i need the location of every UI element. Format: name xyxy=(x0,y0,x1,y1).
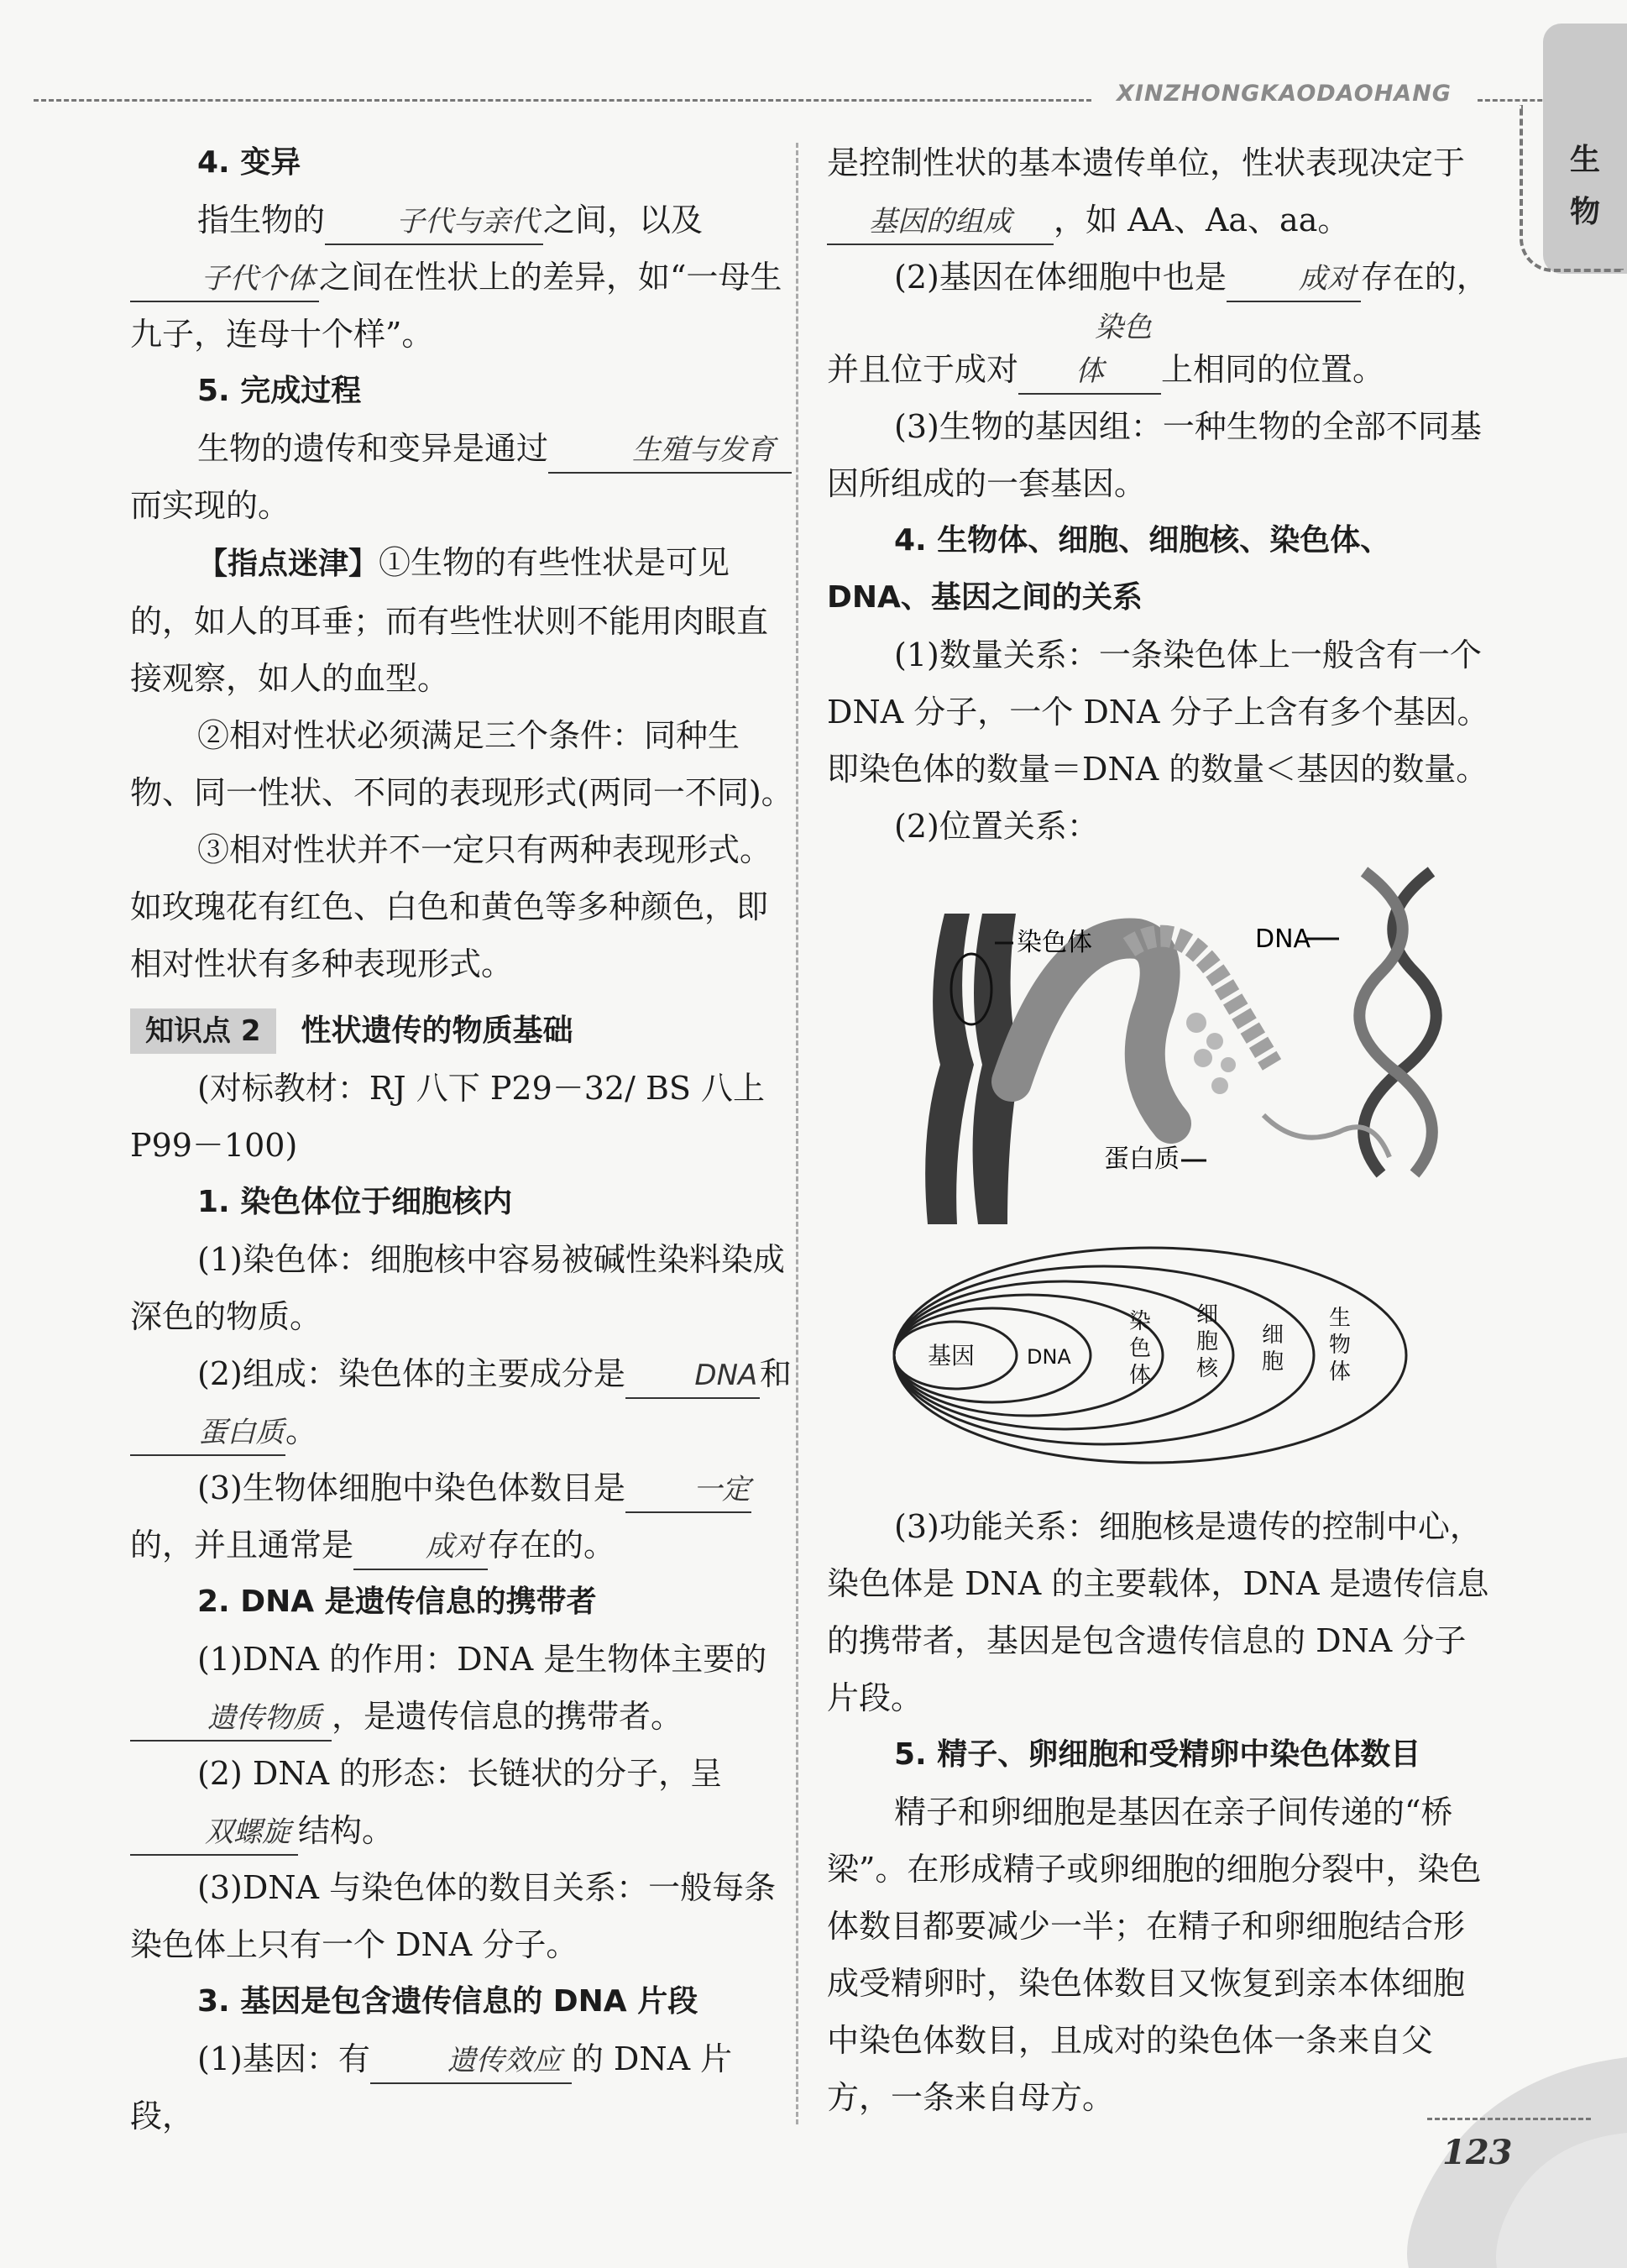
answer-blank: 双螺旋 xyxy=(130,1810,298,1856)
text: 的 DNA 片段， xyxy=(130,2040,733,2134)
text: 而实现的。 xyxy=(130,487,290,524)
knowledge-point-heading xyxy=(130,1001,793,1060)
text: 上相同的位置。 xyxy=(1161,351,1385,388)
text: 是控制性状的基本遗传单位，性状表现决定于 xyxy=(827,144,1466,181)
nested-ellipse-svg xyxy=(827,1229,1490,1481)
text: 结构。 xyxy=(298,1812,395,1849)
textbook-reference: (对标教材：RJ 八下 P29－32/ BS 八上 P99－100) xyxy=(130,1070,766,1164)
header-dashed-line xyxy=(34,99,1091,102)
text: (2)基因在体细胞中也是 xyxy=(894,259,1227,296)
label-dna: DNA xyxy=(1255,924,1311,954)
paragraph: 精子和卵细胞是基因在亲子间传递的“桥梁”。在形成精子或卵细胞的细胞分裂中，染色体数目都要减少一半；在精子和卵细胞结合形成受精卵时，染色体数目又恢复到亲本体细胞中染色体数目，且成对的染色体一条来自父方，一条来自母方。 xyxy=(827,1794,1482,2116)
section-heading: 5. 完成过程 xyxy=(197,374,362,408)
paragraph xyxy=(130,2030,793,2145)
text: (2)组成：染色体的主要成分是 xyxy=(197,1355,625,1392)
section-heading: 2. DNA 是遗传信息的携带者 xyxy=(197,1584,597,1619)
page-number-dashed-line xyxy=(1427,2118,1591,2120)
chromosome-dna-figure xyxy=(827,863,1490,1224)
tip-paragraph xyxy=(130,534,793,707)
paragraph: (1)染色体：细胞核中容易被碱性染料染成深色的物质。 xyxy=(130,1241,785,1335)
answer-blank: 成对 xyxy=(1227,257,1361,302)
ellipse-label-organism: 生物体 xyxy=(1329,1306,1352,1385)
text: 之间，以及 xyxy=(543,202,704,238)
section-heading: 4. 生物体、细胞、细胞核、染色体、DNA、基因之间的关系 xyxy=(827,523,1391,615)
ellipse-label-chromosome: 染色体 xyxy=(1129,1309,1152,1388)
paragraph xyxy=(827,134,1490,249)
column-divider xyxy=(796,143,798,2124)
answer-blank: 一定 xyxy=(625,1468,751,1513)
answer-blank: 染色体 xyxy=(1018,306,1161,395)
text: (3)生物体细胞中染色体数目是 xyxy=(197,1469,625,1506)
text: 指生物的 xyxy=(197,202,326,238)
text: 生物的遗传和变异是通过 xyxy=(197,430,549,467)
paragraph: (2)位置关系： xyxy=(894,808,1099,845)
ellipse-label-gene: 基因 xyxy=(928,1342,976,1370)
text: ，是遗传信息的携带者。 xyxy=(332,1698,683,1735)
page-number: 123 xyxy=(1442,2133,1513,2172)
label-protein: 蛋白质 xyxy=(1104,1144,1180,1174)
text: 存在的，并且位于成对 xyxy=(827,259,1488,388)
chromosome-illustration xyxy=(827,863,1490,1224)
answer-blank: 成对 xyxy=(353,1525,488,1570)
text: 存在的。 xyxy=(488,1527,616,1564)
ellipse-label-dna: DNA xyxy=(1027,1345,1071,1369)
section-heading: 5. 精子、卵细胞和受精卵中染色体数目 xyxy=(894,1737,1421,1772)
paragraph xyxy=(130,1459,793,1574)
label-chromosome: 染色体 xyxy=(1017,928,1092,957)
text: 之间在性状上的差异，如“一母生九子，连母十个样”。 xyxy=(130,259,782,353)
answer-blank: DNA xyxy=(625,1354,760,1399)
text: ，如 AA、Aa、aa。 xyxy=(1054,202,1350,238)
knowledge-point-label: 知识点 2 xyxy=(130,1008,276,1054)
answer-blank: 子代与亲代 xyxy=(325,200,543,245)
answer-blank: 遗传效应 xyxy=(370,2039,572,2084)
ellipse-label-cell: 细胞 xyxy=(1262,1323,1284,1375)
text: (1)基因：有 xyxy=(197,2040,370,2077)
left-column xyxy=(130,134,793,2145)
protein-beads xyxy=(1186,1013,1236,1094)
ellipse-label-nucleus: 细胞核 xyxy=(1196,1302,1219,1381)
text: 和 xyxy=(759,1355,792,1392)
section-heading: 1. 染色体位于细胞核内 xyxy=(197,1185,513,1219)
knowledge-point-title: 性状遗传的物质基础 xyxy=(301,1014,573,1048)
text: 的，并且通常是 xyxy=(130,1527,354,1564)
text: (2) DNA 的形态：长链状的分子，呈 xyxy=(197,1755,723,1792)
answer-blank: 生殖与发育 xyxy=(548,428,792,474)
paragraph xyxy=(130,420,793,534)
paragraph xyxy=(130,1631,793,1745)
nested-ellipse-diagram xyxy=(827,1229,1490,1481)
text: (1)DNA 的作用：DNA 是生物体主要的 xyxy=(197,1641,767,1678)
tip-paragraph: ③相对性状并不一定只有两种表现形式。如玫瑰花有红色、白色和黄色等多种颜色，即相对性状有多种表现形式。 xyxy=(130,831,772,982)
answer-blank: 基因的组成 xyxy=(827,200,1054,245)
paragraph: (3)功能关系：细胞核是遗传的控制中心，染色体是 DNA 的主要载体，DNA 是遗传信息的携带者，基因是包含遗传信息的 DNA 分子片段。 xyxy=(827,1508,1489,1716)
tip-label: 【指点迷津】 xyxy=(197,547,379,581)
paragraph xyxy=(130,191,793,363)
coiled-chromatin xyxy=(1012,938,1171,1124)
text: 。 xyxy=(285,1412,318,1449)
section-heading: 4. 变异 xyxy=(197,145,301,180)
paragraph xyxy=(130,1345,793,1459)
answer-blank: 蛋白质 xyxy=(130,1411,285,1456)
answer-blank: 遗传物质 xyxy=(130,1696,332,1742)
paragraph: (1)数量关系：一条染色体上一般含有一个 DNA 分子，一个 DNA 分子上含有多个基因。即染色体的数量＝DNA 的数量＜基因的数量。 xyxy=(827,636,1489,788)
right-column xyxy=(827,134,1490,2126)
tip-paragraph: ②相对性状必须满足三个条件：同种生物、同一性状、不同的表现形式(两同一不同)。 xyxy=(130,717,793,811)
paragraph: (3)生物的基因组：一种生物的全部不同基因所组成的一套基因。 xyxy=(827,408,1482,502)
paragraph: (3)DNA 与染色体的数目关系：一般每条染色体上只有一个 DNA 分子。 xyxy=(130,1869,777,1963)
paragraph xyxy=(827,249,1490,398)
text: ①生物的有些性状是可见的，如人的耳垂；而有些性状则不能用肉眼直接观察，如人的血型。 xyxy=(130,544,769,697)
section-heading: 3. 基因是包含遗传信息的 DNA 片段 xyxy=(197,1984,698,2019)
subject-tab-label: 生物 xyxy=(1569,143,1600,229)
answer-blank: 子代个体 xyxy=(130,257,319,302)
header-pinyin: XINZHONGKAODAOHANG xyxy=(1117,81,1452,107)
paragraph xyxy=(130,1745,793,1859)
